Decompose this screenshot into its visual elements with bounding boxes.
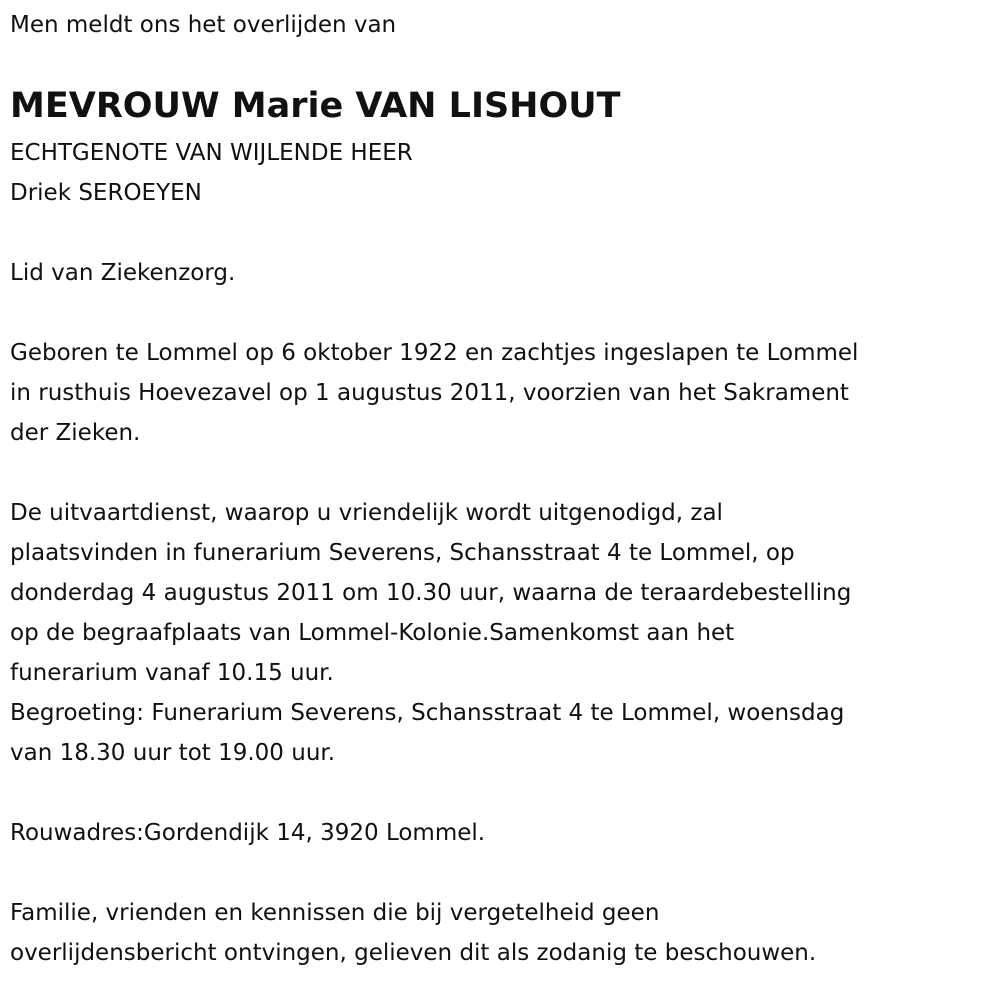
spouse-block bbox=[10, 133, 413, 213]
spouse-line: ECHTGENOTE VAN WIJLENDE HEER bbox=[10, 140, 413, 166]
membership-block: Lid van Ziekenzorg. bbox=[10, 260, 236, 286]
closing-paragraph: Familie, vrienden en kennissen die bij vergetelheid geen overlijdensbericht ontvingen, gelieven dit als zodanig te beschouwen. bbox=[10, 900, 817, 966]
address-block: Rouwadres:Gordendijk 14, 3920 Lommel. bbox=[10, 820, 486, 846]
deceased-name: MEVROUW Marie VAN LISHOUT bbox=[10, 86, 621, 126]
intro-text: Men meldt ons het overlijden van bbox=[10, 12, 397, 38]
spouse-line: Driek SEROEYEN bbox=[10, 180, 202, 206]
birth-death-paragraph: Geboren te Lommel op 6 oktober 1922 en zachtjes ingeslapen te Lommel in rusthuis Hoevezavel op 1 augustus 2011, voorzien van het Sakrament der Zieken. bbox=[10, 340, 859, 446]
funeral-paragraph: De uitvaartdienst, waarop u vriendelijk wordt uitgenodigd, zal plaatsvinden in funerarium Severens, Schansstraat 4 te Lommel, op donderdag 4 augustus 2011 om 10.30 uur, waarna de teraardebestelling op de begraafplaats van Lommel-Kolonie.Samenkomst aan het funerarium vanaf 10.15 uur. Begroeting: Funerarium Severens, Schansstraat 4 te Lommel, woensdag van 18.30 uur tot 19.00 uur. bbox=[10, 500, 852, 766]
